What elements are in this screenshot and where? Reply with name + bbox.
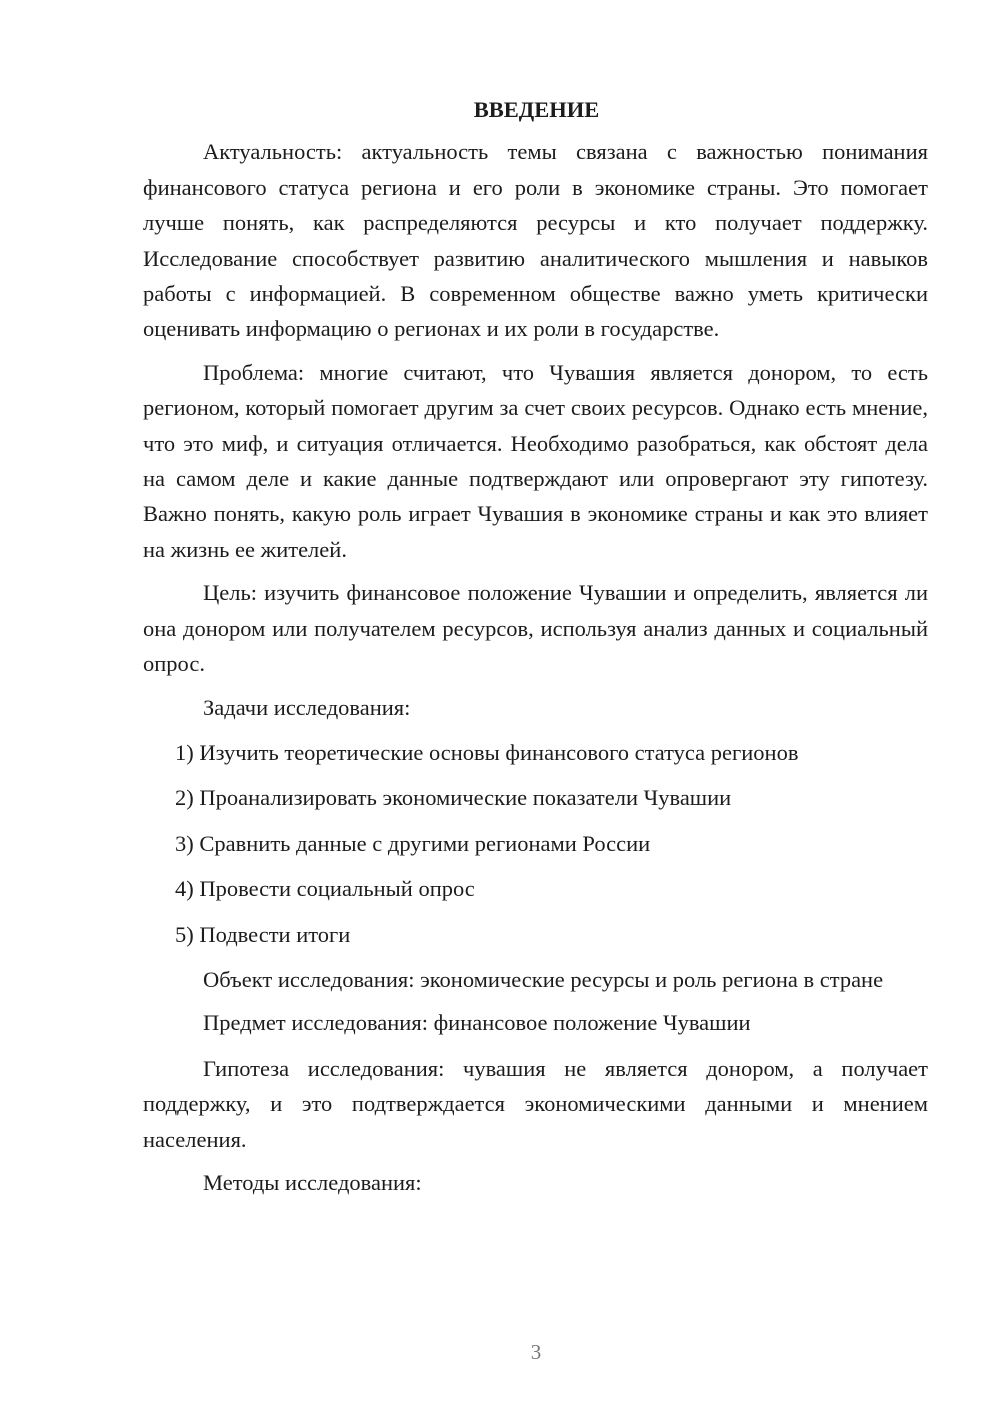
task-item-2: 2) Проанализировать экономические показатели Чувашии (175, 785, 732, 811)
object-paragraph: Объект исследования: экономические ресурсы и роль региона в стране (203, 966, 884, 992)
task-item-5: 5) Подвести итоги (175, 921, 351, 947)
hypothesis-paragraph: Гипотеза исследования: чувашия не является донором, а получает поддержку, и это подтверждается экономическими данными и мнением населения. (143, 1055, 928, 1152)
section-heading: ВВЕДЕНИЕ (473, 97, 600, 122)
relevance-paragraph: Актуальность: актуальность темы связана с важностью понимания финансового статуса региона и его роли в экономике страны. Это помогает лучше понять, как распределяются ресурсы и кто получает поддержку. Исследование способствует развитию аналитического мышления и навыков работы с информацией. В современном обществе важно уметь критически оценивать информацию о регионах и их роли в государстве. (143, 139, 928, 342)
subject-line: Предмет исследования: финансовое положение Чувашии (203, 1010, 751, 1036)
problem-paragraph: Проблема: многие считают, что Чувашия является донором, то есть регионом, который помогает другим за счет своих ресурсов. Однако есть мнение, что это миф, и ситуация отличается. Необходимо разобраться, как обстоят дела на самом деле и какие данные подтверждают или опровергают эту гипотезу. Важно понять, какую роль играет Чувашия в экономике страны и как это влияет на жизнь ее жителей. (143, 359, 928, 562)
tasks-list (143, 735, 928, 952)
task-item-1: 1) Изучить теоретические основы финансового статуса регионов (175, 739, 799, 765)
task-item-3: 3) Сравнить данные с другими регионами России (175, 830, 651, 856)
goal-paragraph: Цель: изучить финансовое положение Чувашии и определить, является ли она донором или получателем ресурсов, используя анализ данных и социальный опрос. (143, 580, 928, 677)
tasks-title: Задачи исследования: (203, 694, 411, 720)
page-content (143, 92, 928, 1210)
methods-title: Методы исследования: (203, 1169, 422, 1195)
task-item-4: 4) Провести социальный опрос (175, 876, 475, 902)
page-number: 3 (530, 1340, 542, 1364)
